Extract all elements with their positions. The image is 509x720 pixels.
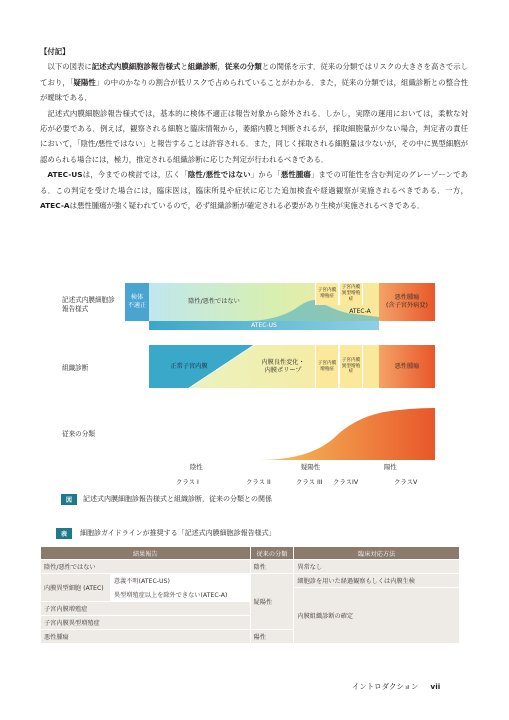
text-run: は悪性腫瘍が強く疑われているので，必ず組織診断が確定される必要があり生検が実施されるべきである．: [69, 201, 425, 211]
col-header-classic: 従来の分類: [250, 547, 294, 560]
text-run: との関係を示す．従来の分類ではリスクの大きさを高さで示しており，「: [40, 62, 469, 87]
bold-run: ATEC-A: [40, 201, 70, 211]
page-number: vii: [430, 682, 441, 691]
row1-hyperplasia: 子宮内膜 増殖症: [315, 283, 339, 305]
guideline-table: [40, 546, 460, 644]
table-row: [41, 560, 460, 574]
table-tag: 表: [56, 528, 72, 539]
cell-atec-us: 意義不明(ATEC-US): [110, 574, 250, 588]
cell-atec-group: 内膜異型細胞 (ATEC): [41, 574, 111, 602]
paragraph-2: [40, 106, 468, 168]
class-2: クラス II: [246, 478, 271, 486]
text-run: と: [180, 62, 188, 72]
page-footer: [352, 681, 440, 692]
row2-normal: 正常子宮内膜: [170, 362, 208, 370]
col-header-action: 臨床対応方法: [294, 547, 460, 560]
cell-report: 悪性腫瘍: [41, 630, 251, 644]
row2-malignant: 悪性腫瘍: [394, 362, 420, 370]
text-run: 記述式内膜細胞診報告様式では，基本的に検体不適正は報告対象から除外される．しかし，実際の運用においては，柔軟な対応が必要である．例えば，観察される細胞と臨床情報から，萎縮内膜と判断されるが，採取細胞量が少ない場合，判定者の責任において，「陰性/悪性ではない」と報告することは許容される．また，同じく採取される細胞量は少ないが，その中に異型細胞が認められる場合には，極力，推定される組織診断に応じた判定が行われるべきである．: [40, 108, 468, 164]
cell-report: 子宮内膜異型増殖症: [41, 616, 251, 630]
risk-suspicious: 疑陽性: [301, 463, 321, 471]
row1-atypical-hyperplasia: 子宮内膜 異型増殖症: [339, 283, 363, 305]
row1-inadequate: 検体 不適正: [127, 294, 147, 309]
row3-label: 従来の分類: [62, 430, 95, 438]
atec-us-label: ATEC-US: [251, 321, 277, 329]
footer-title: イントロダクション: [352, 682, 419, 691]
row2-hyperplasia: 子宮内膜 増殖症: [315, 345, 339, 388]
col-header-report: 結果報告: [41, 547, 251, 560]
bold-run: 悪性腫瘍: [280, 170, 311, 180]
bold-run: 組織診断: [187, 62, 218, 72]
cell-atec-a: 異型増殖症以上を除外できない(ATEC-A): [110, 588, 250, 602]
bold-run: ATEC-US: [47, 170, 83, 180]
row3-curve: [149, 408, 435, 460]
text-run: 」の中のかなりの割合が低リスクで占められていることがわかる．また，従来の分類では，組織診断との整合性が曖昧である．: [40, 77, 468, 103]
risk-positive: 陽性: [384, 463, 397, 471]
figure-caption: 記述式内膜細胞診報告様式と組織診断，従来の分類との関係: [83, 495, 272, 503]
table-row: [41, 574, 460, 588]
row2-benign: 内膜良性変化・ 内膜ポリープ: [261, 358, 305, 374]
figure-tag: 図: [61, 494, 77, 505]
text-run: は，今までの検討では，広く「: [82, 170, 188, 180]
cell-action-confirm: 内膜組織診断の確定: [294, 588, 460, 644]
text-run: 」から「: [250, 170, 281, 180]
bold-run: 疑陽性: [73, 77, 96, 87]
class-3: クラス III: [296, 478, 323, 486]
row1-negative: 陰性/悪性ではない: [188, 298, 240, 305]
text-run: 以下の図表に: [47, 62, 92, 72]
cell-classic-suspicious: 疑陽性: [250, 574, 294, 630]
cell-action: 異常なし: [294, 560, 460, 574]
bold-run: 従来の分類: [224, 62, 262, 72]
row2-label: 組織診断: [62, 364, 89, 372]
intro-text: [40, 44, 468, 213]
cell-report: 陰性/悪性ではない: [41, 560, 251, 574]
cell-classic: 陰性: [250, 560, 294, 574]
paragraph-1: [40, 59, 468, 105]
text-run: 」までの可能性を含む判定のグレーゾーンである．この判定を受けた場合には，臨床医は，臨床所見や症状に応じた追加検査や経過観察が実施されるべきである．一方，: [40, 170, 468, 195]
table-header-row: [41, 547, 460, 560]
row2-atypical-hyperplasia: 子宮内膜 異型増殖症: [339, 345, 363, 388]
cell-report: 子宮内膜増殖症: [41, 602, 251, 616]
text-run: ，: [217, 62, 225, 72]
cell-classic-positive: 陽性: [250, 630, 294, 644]
bold-run: 記述式内膜細胞診報告様式: [91, 62, 181, 72]
class-1: クラス I: [176, 478, 199, 486]
cell-action-followup: 細胞診を用いた経過観察もしくは内膜生検: [294, 574, 460, 588]
paragraph-3: [40, 167, 468, 213]
class-4: クラスIV: [333, 478, 359, 486]
risk-negative: 陰性: [190, 463, 203, 471]
row1-malignant: 悪性腫瘍 (含子宮外病変): [386, 294, 428, 309]
atec-a-label: ATEC-A: [349, 308, 371, 315]
class-5: クラスV: [394, 478, 418, 486]
row1-label: 記述式内膜細胞診 報告様式: [62, 296, 115, 313]
table-caption: 細胞診ガイドラインが推奨する「記述式内膜細胞診報告様式」: [80, 529, 276, 537]
section-heading: 【付記】: [40, 47, 70, 56]
bold-run: 陰性/悪性ではない: [187, 170, 251, 180]
